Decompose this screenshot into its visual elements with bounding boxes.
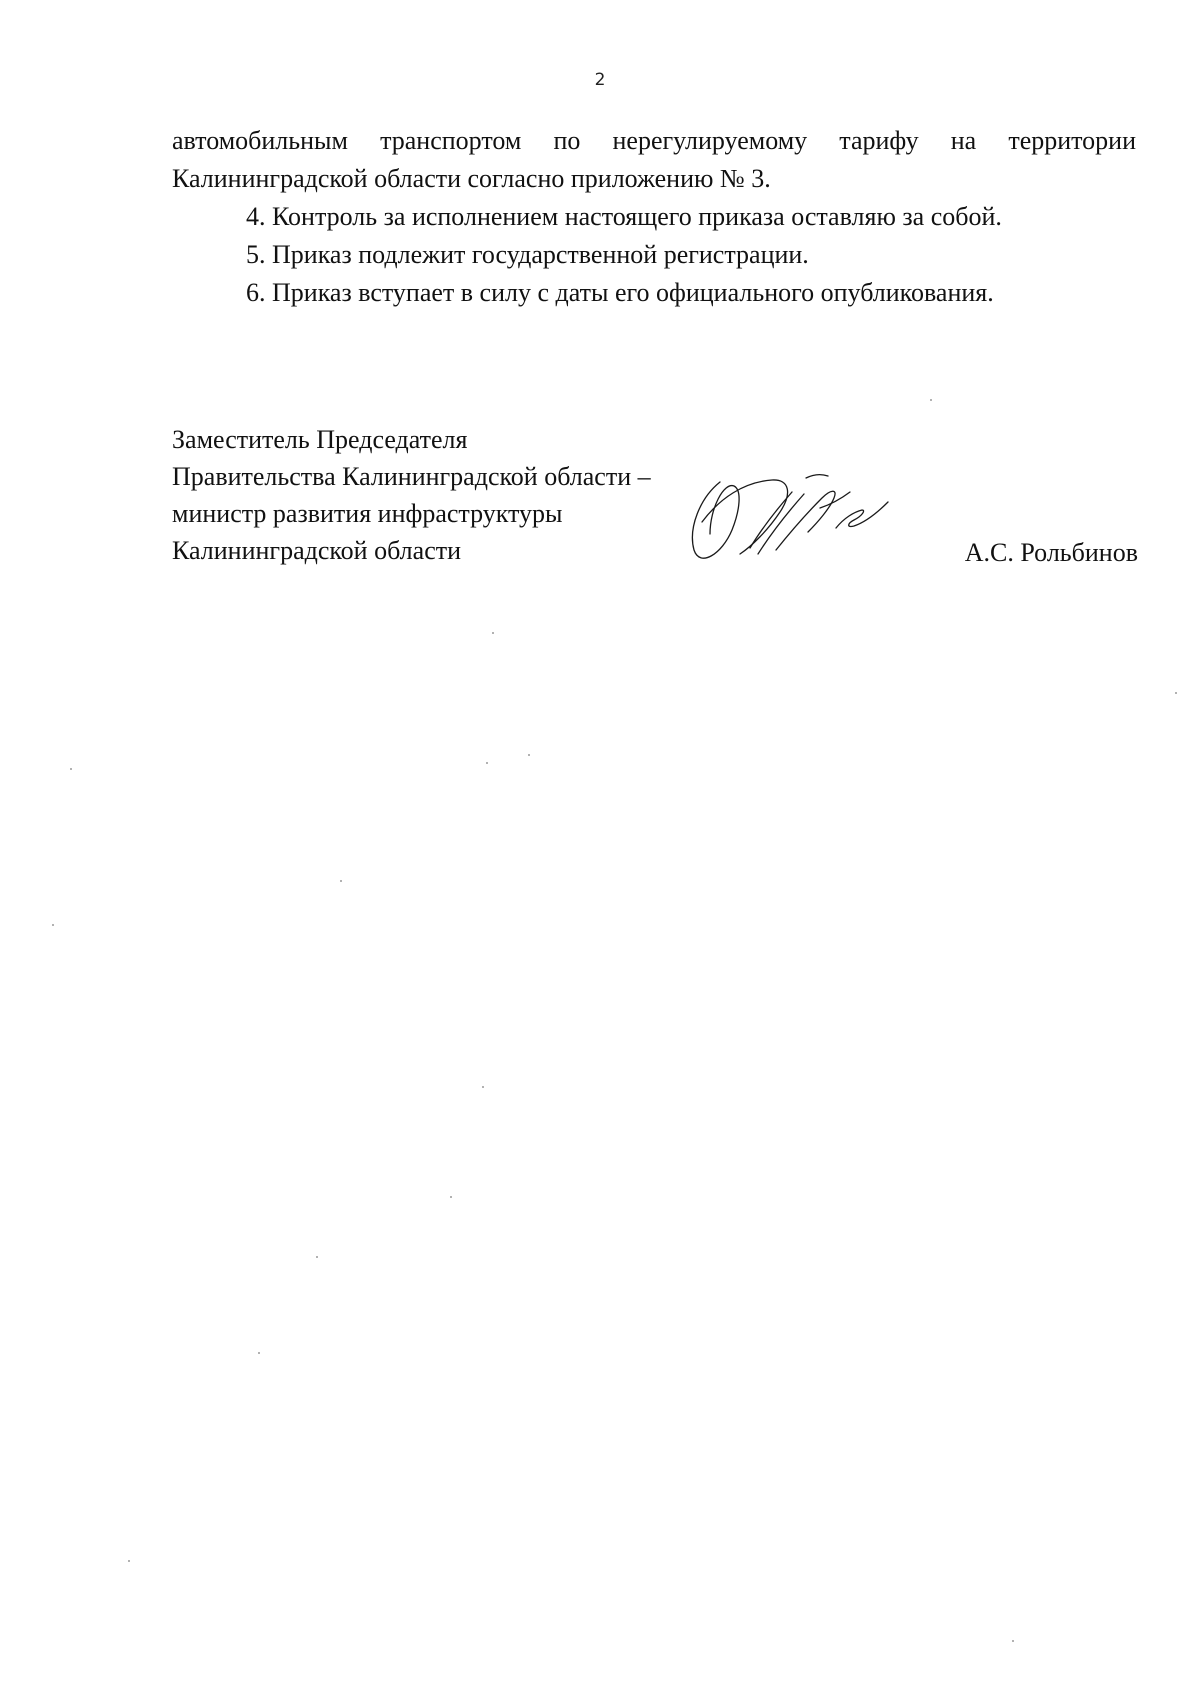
scan-speck	[528, 754, 530, 756]
position-line: министр развития инфраструктуры	[172, 499, 563, 528]
paragraph-item-5: 5. Приказ подлежит государственной регистрации.	[246, 240, 809, 269]
page-number: 2	[594, 70, 606, 90]
paragraph-continuation: автомобильным транспортом по нерегулируемому тарифу на территории Калининградской области согласно приложению № 3.	[172, 126, 1136, 193]
scan-speck	[52, 924, 54, 926]
scan-speck	[340, 880, 342, 882]
position-line: Заместитель Председателя	[172, 425, 468, 454]
scan-speck	[70, 768, 72, 770]
handwritten-signature	[680, 468, 910, 588]
scan-speck	[486, 762, 488, 764]
scan-speck	[1012, 1640, 1014, 1642]
scan-speck	[258, 1352, 260, 1354]
scan-speck	[482, 1086, 484, 1088]
scan-speck	[1175, 692, 1177, 694]
position-line: Правительства Калининградской области –	[172, 462, 651, 491]
scan-speck	[128, 1560, 130, 1562]
document-body	[172, 122, 1136, 312]
signatory-name: А.С. Рольбинов	[964, 538, 1138, 567]
scan-speck	[450, 1196, 452, 1198]
position-line: Калининградской области	[172, 536, 462, 565]
scan-speck	[930, 399, 932, 401]
paragraph-item-6: 6. Приказ вступает в силу с даты его официального опубликования.	[246, 278, 994, 307]
scan-speck	[316, 1256, 318, 1258]
signatory-position	[172, 421, 651, 569]
paragraph-item-4: 4. Контроль за исполнением настоящего приказа оставляю за собой.	[246, 202, 1002, 231]
scan-speck	[492, 632, 494, 634]
